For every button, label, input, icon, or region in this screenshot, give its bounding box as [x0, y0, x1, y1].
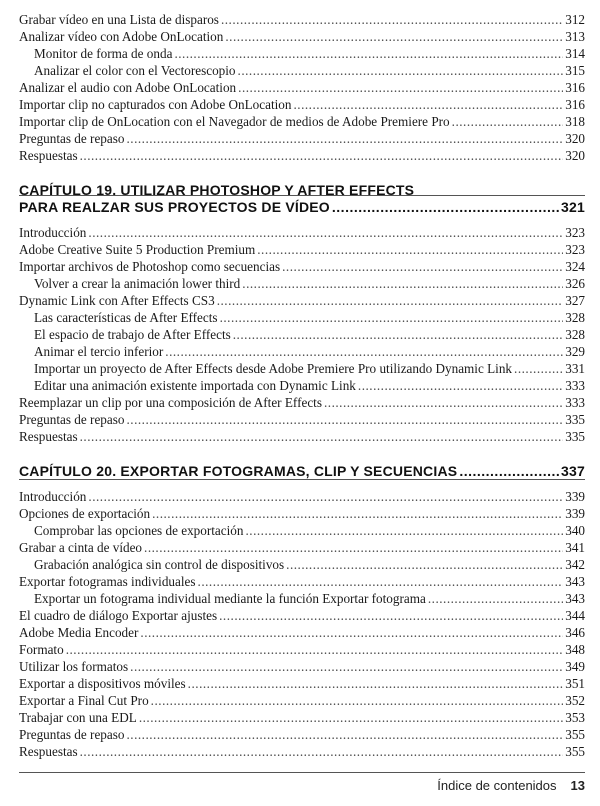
toc-entry	[19, 96, 585, 113]
toc-section-ch18-tail	[19, 11, 585, 164]
toc-entry-title: El espacio de trabajo de After Effects	[34, 327, 231, 342]
toc-entry-title: Respuestas	[19, 429, 78, 444]
toc-entry-title: Dynamic Link con After Effects CS3	[19, 293, 215, 308]
toc-entry-title: Volver a crear la animación lower third	[34, 276, 241, 291]
leader-dots	[428, 590, 563, 607]
toc-entry	[19, 28, 585, 45]
toc-entry-title: Preguntas de repaso	[19, 131, 125, 146]
toc-entry-title: Opciones de exportación	[19, 506, 151, 521]
toc-entry	[19, 326, 585, 343]
toc-entry-title: Trabajar con una EDL	[19, 710, 137, 725]
leader-dots	[140, 624, 563, 641]
chapter-20-page: 337	[561, 463, 585, 479]
leader-dots	[188, 675, 564, 692]
toc-entry-page: 327	[565, 293, 585, 308]
leader-dots	[514, 360, 563, 377]
leader-dots	[139, 709, 563, 726]
toc-entry-page: 318	[565, 114, 585, 129]
toc-entry	[19, 113, 585, 130]
leader-dots	[151, 692, 564, 709]
toc-entry-page: 339	[565, 489, 585, 504]
toc-entry	[19, 79, 585, 96]
toc-entry-title: Utilizar los formatos	[19, 659, 129, 674]
toc-entry-title: Editar una animación existente importada con Dynamic Link	[34, 378, 356, 393]
leader-dots	[242, 275, 563, 292]
toc-entry-page: 314	[565, 46, 585, 61]
leader-dots	[358, 377, 563, 394]
toc-entry-title: Introducción	[19, 489, 87, 504]
chapter-20-title-row	[19, 463, 585, 480]
toc-entry-page: 340	[565, 523, 585, 538]
toc-entry-title: Analizar el color con el Vectorescopio	[34, 63, 236, 78]
toc-entry-page: 355	[565, 727, 585, 742]
toc-entry-page: 351	[565, 676, 585, 691]
toc-entry	[19, 428, 585, 445]
chapter-19-divider	[19, 195, 585, 196]
toc-entry-page: 335	[565, 429, 585, 444]
toc-entry-page: 344	[565, 608, 585, 623]
toc-entry-page: 313	[565, 29, 585, 44]
toc-entry-page: 316	[565, 97, 585, 112]
toc-entry-page: 315	[565, 63, 585, 78]
page-footer	[437, 778, 585, 793]
leader-dots	[459, 463, 559, 480]
toc-entry	[19, 309, 585, 326]
leader-dots	[130, 658, 563, 675]
toc-entry-page: 349	[565, 659, 585, 674]
leader-dots	[165, 343, 563, 360]
toc-entry-page: 341	[565, 540, 585, 555]
chapter-20-heading	[19, 463, 585, 480]
toc-entry-page: 339	[565, 506, 585, 521]
toc-entry-title: Grabar vídeo en una Lista de disparos	[19, 12, 219, 27]
toc-entry	[19, 258, 585, 275]
toc-entry	[19, 275, 585, 292]
leader-dots	[238, 62, 564, 79]
toc-entry-title: Formato	[19, 642, 64, 657]
toc-entry-title: Adobe Creative Suite 5 Production Premium	[19, 242, 256, 257]
leader-dots	[152, 505, 563, 522]
leader-dots	[257, 241, 563, 258]
leader-dots	[220, 309, 564, 326]
toc-entry	[19, 377, 585, 394]
footer-rule	[19, 772, 585, 773]
leader-dots	[126, 130, 563, 147]
toc-entry-page: 316	[565, 80, 585, 95]
leader-dots	[217, 292, 564, 309]
toc-entry	[19, 241, 585, 258]
leader-dots	[126, 726, 563, 743]
footer-label: Índice de contenidos	[437, 778, 557, 793]
leader-dots	[80, 147, 564, 164]
toc-entry-title: Importar clip de OnLocation con el Navegador de medios de Adobe Premiere Pro	[19, 114, 450, 129]
toc-entry-page: 328	[565, 327, 585, 342]
toc-entry	[19, 624, 585, 641]
toc-entry-title: Analizar el audio con Adobe OnLocation	[19, 80, 237, 95]
toc-entry	[19, 743, 585, 760]
toc-entry-title: Preguntas de repaso	[19, 412, 125, 427]
toc-section-ch19	[19, 224, 585, 445]
toc-entry-page: 355	[565, 744, 585, 759]
chapter-19-heading	[19, 182, 585, 216]
toc-entry-page: 331	[565, 361, 585, 376]
leader-dots	[245, 522, 563, 539]
toc-entry	[19, 539, 585, 556]
leader-dots	[88, 488, 563, 505]
toc-entry-title: Analizar vídeo con Adobe OnLocation	[19, 29, 224, 44]
toc-entry-page: 333	[565, 395, 585, 410]
toc-entry	[19, 147, 585, 164]
toc-entry-title: Exportar a dispositivos móviles	[19, 676, 186, 691]
toc-entry	[19, 62, 585, 79]
table-of-contents	[19, 11, 585, 760]
toc-entry-page: 326	[565, 276, 585, 291]
leader-dots	[452, 113, 564, 130]
toc-entry-page: 352	[565, 693, 585, 708]
toc-section-ch20	[19, 488, 585, 760]
leader-dots	[332, 199, 559, 216]
leader-dots	[221, 11, 563, 28]
toc-entry-page: 353	[565, 710, 585, 725]
toc-entry-title: Comprobar las opciones de exportación	[34, 523, 244, 538]
leader-dots	[126, 411, 563, 428]
toc-entry	[19, 522, 585, 539]
leader-dots	[198, 573, 564, 590]
toc-entry	[19, 488, 585, 505]
leader-dots	[88, 224, 563, 241]
toc-entry-page: 312	[565, 12, 585, 27]
footer-page-number: 13	[570, 778, 585, 793]
toc-entry-page: 323	[565, 242, 585, 257]
toc-entry	[19, 607, 585, 624]
toc-entry-page: 320	[565, 148, 585, 163]
toc-entry	[19, 709, 585, 726]
toc-entry	[19, 394, 585, 411]
toc-entry	[19, 224, 585, 241]
toc-entry-title: Preguntas de repaso	[19, 727, 125, 742]
toc-entry-page: 348	[565, 642, 585, 657]
toc-entry-page: 342	[565, 557, 585, 572]
toc-entry-page: 328	[565, 310, 585, 325]
toc-entry-title: Respuestas	[19, 148, 78, 163]
toc-entry-title: Grabación analógica sin control de dispositivos	[34, 557, 285, 572]
chapter-19-page: 321	[561, 199, 585, 215]
leader-dots	[286, 556, 563, 573]
toc-entry	[19, 411, 585, 428]
leader-dots	[219, 607, 563, 624]
toc-entry-title: El cuadro de diálogo Exportar ajustes	[19, 608, 218, 623]
toc-entry-title: Importar archivos de Photoshop como secuencias	[19, 259, 281, 274]
toc-entry	[19, 45, 585, 62]
toc-entry	[19, 343, 585, 360]
toc-entry	[19, 556, 585, 573]
leader-dots	[324, 394, 563, 411]
toc-entry-page: 323	[565, 225, 585, 240]
leader-dots	[233, 326, 563, 343]
chapter-20-divider	[19, 479, 585, 480]
toc-entry	[19, 360, 585, 377]
leader-dots	[238, 79, 563, 96]
leader-dots	[174, 45, 563, 62]
chapter-19-title-line2: PARA REALZAR SUS PROYECTOS DE VÍDEO	[19, 199, 330, 215]
leader-dots	[225, 28, 563, 45]
toc-entry-title: Introducción	[19, 225, 87, 240]
toc-entry-title: Las características de After Effects	[34, 310, 218, 325]
leader-dots	[293, 96, 563, 113]
toc-entry	[19, 573, 585, 590]
leader-dots	[282, 258, 563, 275]
toc-entry	[19, 726, 585, 743]
toc-entry	[19, 658, 585, 675]
toc-entry-title: Importar un proyecto de After Effects desde Adobe Premiere Pro utilizando Dynamic Link	[34, 361, 513, 376]
toc-entry-page: 320	[565, 131, 585, 146]
toc-entry	[19, 641, 585, 658]
toc-entry-title: Animar el tercio inferior	[34, 344, 164, 359]
toc-entry-page: 329	[565, 344, 585, 359]
toc-entry	[19, 590, 585, 607]
leader-dots	[66, 641, 564, 658]
toc-entry-page: 335	[565, 412, 585, 427]
chapter-20-title: CAPÍTULO 20. EXPORTAR FOTOGRAMAS, CLIP Y SECUENCIAS	[19, 463, 458, 479]
chapter-19-title-line1: CAPÍTULO 19. UTILIZAR PHOTOSHOP Y AFTER EFFECTS	[19, 182, 415, 198]
toc-entry-title: Exportar un fotograma individual mediante la función Exportar fotograma	[34, 591, 426, 606]
leader-dots	[144, 539, 563, 556]
toc-entry-page: 343	[565, 574, 585, 589]
toc-entry	[19, 130, 585, 147]
toc-entry-title: Respuestas	[19, 744, 78, 759]
toc-entry-page: 324	[565, 259, 585, 274]
toc-entry-title: Adobe Media Encoder	[19, 625, 139, 640]
toc-entry-title: Exportar fotogramas individuales	[19, 574, 196, 589]
toc-entry-page: 343	[565, 591, 585, 606]
toc-entry-title: Importar clip no capturados con Adobe OnLocation	[19, 97, 292, 112]
leader-dots	[80, 428, 564, 445]
toc-entry	[19, 11, 585, 28]
leader-dots	[80, 743, 564, 760]
toc-entry-title: Reemplazar un clip por una composición de After Effects	[19, 395, 322, 410]
toc-entry-title: Exportar a Final Cut Pro	[19, 693, 149, 708]
toc-entry	[19, 692, 585, 709]
toc-entry	[19, 675, 585, 692]
chapter-19-title-line2-row	[19, 199, 585, 216]
toc-entry-title: Grabar a cinta de vídeo	[19, 540, 143, 555]
toc-entry	[19, 505, 585, 522]
toc-entry-title: Monitor de forma de onda	[34, 46, 173, 61]
toc-entry	[19, 292, 585, 309]
toc-entry-page: 333	[565, 378, 585, 393]
toc-entry-page: 346	[565, 625, 585, 640]
